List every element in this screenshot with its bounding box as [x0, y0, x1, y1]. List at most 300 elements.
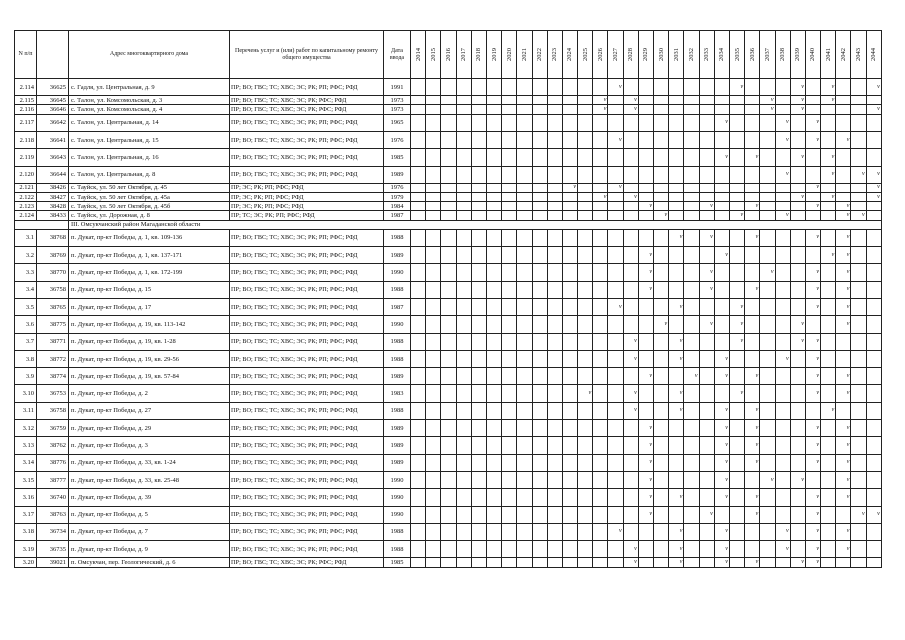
- header-year-2014: [411, 31, 426, 79]
- repair-mark: v: [638, 454, 653, 471]
- repair-mark: v: [805, 202, 820, 211]
- year-cell: [654, 114, 669, 131]
- repair-mark: v: [623, 333, 638, 350]
- header-year-2021: [517, 31, 532, 79]
- year-cell: [426, 114, 441, 131]
- repair-mark: v: [638, 202, 653, 211]
- year-cell: [411, 385, 426, 402]
- repair-mark: v: [638, 247, 653, 264]
- services-list: ПР; ВО; ГВС; ТС; ХВС; ЭС; РК; РП; РФС; РФД: [230, 316, 384, 333]
- repair-mark: v: [729, 316, 744, 333]
- year-cell: [471, 350, 486, 367]
- year-cell: [684, 114, 699, 131]
- year-cell: [790, 420, 805, 437]
- year-cell: [486, 471, 501, 488]
- commission-year: 1989: [384, 247, 411, 264]
- year-cell: [486, 506, 501, 523]
- year-cell: [486, 183, 501, 192]
- year-cell: [517, 202, 532, 211]
- building-address: п. Дукат, пр-кт Победы, д. 33, кв. 1-24: [69, 454, 230, 471]
- year-cell: [851, 79, 866, 96]
- year-cell: [547, 281, 562, 298]
- year-cell: [729, 506, 744, 523]
- repair-mark: v: [654, 211, 669, 220]
- year-cell: [411, 193, 426, 202]
- year-cell: [760, 229, 775, 246]
- header-code: [37, 31, 69, 79]
- year-cell: [426, 202, 441, 211]
- year-cell: [760, 166, 775, 183]
- year-cell: [547, 489, 562, 506]
- year-cell: [562, 247, 577, 264]
- year-cell: [411, 79, 426, 96]
- year-cell: [623, 506, 638, 523]
- year-cell: [547, 454, 562, 471]
- table-row: [15, 193, 882, 202]
- year-cell: [426, 420, 441, 437]
- year-cell: [517, 471, 532, 488]
- year-cell: [866, 114, 881, 131]
- year-cell: [851, 368, 866, 385]
- year-cell: [714, 105, 729, 114]
- year-cell: [699, 79, 714, 96]
- repair-mark: v: [836, 298, 851, 315]
- year-cell: [471, 211, 486, 220]
- year-cell: [821, 506, 836, 523]
- repair-mark: v: [669, 350, 684, 367]
- table-row: [15, 506, 882, 523]
- services-list: ПР; ВО; ГВС; ТС; ХВС; ЭС; РК; РП; РФС; РФД: [230, 281, 384, 298]
- year-cell: [684, 193, 699, 202]
- commission-year: 1984: [384, 202, 411, 211]
- services-list: ПР; ВО; ГВС; ТС; ХВС; ЭС; РК; РП; РФС; РФД: [230, 247, 384, 264]
- year-cell: [669, 193, 684, 202]
- repair-mark: v: [805, 264, 820, 281]
- year-cell: [562, 385, 577, 402]
- year-cell: [851, 229, 866, 246]
- year-label: 2035: [733, 48, 741, 61]
- year-cell: [608, 166, 623, 183]
- year-cell: [578, 96, 593, 105]
- year-cell: [775, 454, 790, 471]
- year-cell: [593, 454, 608, 471]
- services-list: ПР; ВО; ГВС; ТС; ХВС; ЭС; РК; РП; РФС; РФД: [230, 350, 384, 367]
- year-cell: [411, 350, 426, 367]
- year-cell: [866, 454, 881, 471]
- repair-mark: v: [714, 437, 729, 454]
- year-cell: [532, 149, 547, 166]
- repair-mark: v: [836, 437, 851, 454]
- year-cell: [532, 471, 547, 488]
- repair-mark: v: [821, 79, 836, 96]
- year-cell: [790, 489, 805, 506]
- year-cell: [486, 489, 501, 506]
- table-row: [15, 247, 882, 264]
- year-cell: [699, 333, 714, 350]
- year-cell: [471, 402, 486, 419]
- repair-mark: v: [669, 558, 684, 567]
- building-code: 38770: [37, 264, 69, 281]
- year-cell: [517, 166, 532, 183]
- year-cell: [851, 316, 866, 333]
- repair-mark: v: [760, 471, 775, 488]
- year-cell: [547, 193, 562, 202]
- repair-mark: v: [623, 105, 638, 114]
- year-cell: [517, 506, 532, 523]
- year-cell: [790, 183, 805, 192]
- year-cell: [699, 437, 714, 454]
- year-cell: [517, 131, 532, 148]
- year-cell: [714, 316, 729, 333]
- header-row: [15, 31, 882, 79]
- year-cell: [547, 523, 562, 540]
- year-cell: [866, 298, 881, 315]
- row-number: 2.118: [15, 131, 37, 148]
- year-cell: [486, 211, 501, 220]
- table-row: [15, 166, 882, 183]
- year-cell: [654, 471, 669, 488]
- year-cell: [760, 202, 775, 211]
- year-cell: [699, 149, 714, 166]
- year-cell: [851, 298, 866, 315]
- year-cell: [821, 264, 836, 281]
- building-address: п. Дукат, пр-кт Победы, д. 33, кв. 25-48: [69, 471, 230, 488]
- year-cell: [760, 506, 775, 523]
- year-cell: [608, 149, 623, 166]
- year-cell: [486, 281, 501, 298]
- year-cell: [532, 131, 547, 148]
- year-cell: [836, 402, 851, 419]
- building-address: п. Дукат, пр-кт Победы, д. 19, кв. 113-142: [69, 316, 230, 333]
- repair-mark: v: [836, 523, 851, 540]
- year-cell: [699, 247, 714, 264]
- building-address: с. Тауйск, ул. Дорожная, д. 8: [69, 211, 230, 220]
- year-cell: [836, 79, 851, 96]
- year-cell: [411, 454, 426, 471]
- row-number: 2.116: [15, 105, 37, 114]
- year-cell: [547, 211, 562, 220]
- year-cell: [471, 131, 486, 148]
- repair-mark: v: [654, 316, 669, 333]
- commission-year: 1988: [384, 523, 411, 540]
- year-cell: [532, 166, 547, 183]
- year-cell: [638, 183, 653, 192]
- year-cell: [775, 96, 790, 105]
- year-cell: [866, 247, 881, 264]
- year-cell: [471, 193, 486, 202]
- year-cell: [760, 298, 775, 315]
- year-cell: [775, 298, 790, 315]
- section-title: III. Омсукчанский район Магаданской области: [69, 220, 882, 229]
- year-cell: [471, 506, 486, 523]
- row-number: 2.122: [15, 193, 37, 202]
- year-cell: [441, 541, 456, 558]
- year-cell: [745, 350, 760, 367]
- year-cell: [790, 247, 805, 264]
- building-address: с. Талон, ул. Комсомольская, д. 4: [69, 105, 230, 114]
- year-cell: [547, 420, 562, 437]
- year-cell: [593, 402, 608, 419]
- repair-mark: v: [775, 131, 790, 148]
- year-cell: [654, 183, 669, 192]
- year-cell: [593, 183, 608, 192]
- table-row: [15, 489, 882, 506]
- repair-mark: v: [790, 333, 805, 350]
- year-cell: [654, 489, 669, 506]
- year-cell: [790, 437, 805, 454]
- year-cell: [851, 489, 866, 506]
- year-cell: [684, 183, 699, 192]
- year-cell: [426, 298, 441, 315]
- building-address: п. Дукат, пр-кт Победы, д. 19, кв. 29-56: [69, 350, 230, 367]
- services-list: ПР; ВО; ГВС; ТС; ХВС; ЭС; РК; РП; РФС; РФД: [230, 489, 384, 506]
- year-cell: [654, 298, 669, 315]
- year-cell: [866, 489, 881, 506]
- year-cell: [790, 385, 805, 402]
- year-cell: [745, 166, 760, 183]
- year-cell: [486, 247, 501, 264]
- year-cell: [714, 281, 729, 298]
- header-year-2018: [471, 31, 486, 79]
- year-cell: [608, 368, 623, 385]
- repair-mark: v: [790, 96, 805, 105]
- year-label: 2042: [839, 48, 847, 61]
- commission-year: 1989: [384, 166, 411, 183]
- year-cell: [623, 114, 638, 131]
- year-cell: [729, 471, 744, 488]
- repair-mark: v: [669, 298, 684, 315]
- repair-mark: v: [699, 229, 714, 246]
- year-cell: [866, 281, 881, 298]
- building-code: 38427: [37, 193, 69, 202]
- header-year-2035: [729, 31, 744, 79]
- repair-mark: v: [821, 402, 836, 419]
- row-number: 3.15: [15, 471, 37, 488]
- repair-mark: v: [775, 166, 790, 183]
- year-cell: [745, 333, 760, 350]
- year-cell: [547, 437, 562, 454]
- year-cell: [669, 420, 684, 437]
- year-cell: [547, 79, 562, 96]
- repair-mark: v: [790, 193, 805, 202]
- year-cell: [426, 193, 441, 202]
- year-cell: [441, 105, 456, 114]
- commission-year: 1987: [384, 211, 411, 220]
- year-cell: [426, 489, 441, 506]
- year-cell: [547, 402, 562, 419]
- repair-mark: v: [714, 454, 729, 471]
- year-cell: [608, 385, 623, 402]
- year-cell: [502, 523, 517, 540]
- services-list: ПР; ВО; ГВС; ТС; ХВС; ЭС; РК; РП; РФС; РФД: [230, 437, 384, 454]
- year-cell: [836, 506, 851, 523]
- repair-mark: v: [790, 79, 805, 96]
- year-cell: [517, 368, 532, 385]
- building-address: п. Омсукчан, пер. Геологический, д. 6: [69, 558, 230, 567]
- year-cell: [532, 281, 547, 298]
- year-cell: [821, 131, 836, 148]
- building-address: с. Гадля, ул. Центральная, д. 9: [69, 79, 230, 96]
- year-cell: [608, 202, 623, 211]
- row-number: 2.121: [15, 183, 37, 192]
- year-cell: [562, 558, 577, 567]
- header-year-2015: [426, 31, 441, 79]
- year-label: 2024: [566, 48, 574, 61]
- year-cell: [654, 454, 669, 471]
- repair-mark: v: [669, 229, 684, 246]
- building-code: 38772: [37, 350, 69, 367]
- year-label: 2030: [657, 48, 665, 61]
- services-list: ПР; ВО; ГВС; ТС; ХВС; ЭС; РК; РП; РФС; РФД: [230, 420, 384, 437]
- repair-mark: v: [805, 350, 820, 367]
- year-cell: [441, 281, 456, 298]
- repair-mark: v: [638, 368, 653, 385]
- table-row: [15, 105, 882, 114]
- year-cell: [654, 333, 669, 350]
- repair-mark: v: [623, 96, 638, 105]
- year-cell: [654, 166, 669, 183]
- year-cell: [714, 211, 729, 220]
- row-number: 3.18: [15, 523, 37, 540]
- year-cell: [654, 420, 669, 437]
- header-year-2024: [562, 31, 577, 79]
- year-cell: [426, 471, 441, 488]
- year-cell: [441, 489, 456, 506]
- year-cell: [502, 149, 517, 166]
- year-cell: [729, 454, 744, 471]
- year-cell: [866, 368, 881, 385]
- header-year-2042: [836, 31, 851, 79]
- year-cell: [760, 193, 775, 202]
- year-cell: [562, 420, 577, 437]
- year-cell: [821, 333, 836, 350]
- year-cell: [441, 437, 456, 454]
- year-cell: [821, 558, 836, 567]
- year-cell: [790, 229, 805, 246]
- repair-mark: v: [729, 211, 744, 220]
- year-cell: [805, 211, 820, 220]
- year-cell: [714, 79, 729, 96]
- year-cell: [760, 437, 775, 454]
- year-cell: [775, 471, 790, 488]
- year-cell: [486, 385, 501, 402]
- year-cell: [745, 264, 760, 281]
- year-cell: [411, 298, 426, 315]
- header-year-2041: [821, 31, 836, 79]
- repair-mark: v: [805, 114, 820, 131]
- year-cell: [714, 202, 729, 211]
- building-address: п. Дукат, пр-кт Победы, д. 7: [69, 523, 230, 540]
- year-cell: [745, 316, 760, 333]
- building-code: 38762: [37, 437, 69, 454]
- year-cell: [608, 229, 623, 246]
- year-cell: [699, 541, 714, 558]
- year-cell: [426, 523, 441, 540]
- table-row: [15, 471, 882, 488]
- year-cell: [486, 105, 501, 114]
- year-cell: [562, 402, 577, 419]
- year-cell: [775, 202, 790, 211]
- year-cell: [760, 420, 775, 437]
- year-cell: [729, 149, 744, 166]
- year-cell: [562, 202, 577, 211]
- row-number: 3.8: [15, 350, 37, 367]
- year-cell: [441, 333, 456, 350]
- building-address: с. Тауйск, ул. 50 лет Октября, д. 45: [69, 183, 230, 192]
- year-cell: [517, 558, 532, 567]
- year-cell: [608, 316, 623, 333]
- building-address: с. Тауйск, ул. 50 лет Октября, д. 45а: [69, 193, 230, 202]
- building-code: 38769: [37, 247, 69, 264]
- year-cell: [805, 105, 820, 114]
- year-cell: [486, 454, 501, 471]
- year-label: 2028: [627, 48, 635, 61]
- year-cell: [547, 149, 562, 166]
- year-cell: [517, 96, 532, 105]
- year-cell: [608, 437, 623, 454]
- year-cell: [562, 149, 577, 166]
- repair-mark: v: [866, 183, 881, 192]
- year-cell: [593, 506, 608, 523]
- year-cell: [684, 202, 699, 211]
- year-cell: [411, 437, 426, 454]
- year-cell: [486, 368, 501, 385]
- services-list: ПР; ВО; ГВС; ТС; ХВС; ЭС; РК; РП; РФС; РФД: [230, 264, 384, 281]
- year-cell: [426, 183, 441, 192]
- header-year-2030: [654, 31, 669, 79]
- repair-mark: v: [836, 264, 851, 281]
- repair-mark: v: [866, 193, 881, 202]
- year-cell: [669, 281, 684, 298]
- repair-mark: v: [608, 523, 623, 540]
- year-cell: [745, 385, 760, 402]
- year-cell: [760, 558, 775, 567]
- repair-mark: v: [836, 316, 851, 333]
- year-cell: [502, 333, 517, 350]
- year-cell: [441, 202, 456, 211]
- year-cell: [486, 166, 501, 183]
- repair-mark: v: [714, 247, 729, 264]
- year-cell: [729, 541, 744, 558]
- year-cell: [638, 149, 653, 166]
- year-cell: [486, 96, 501, 105]
- year-cell: [441, 454, 456, 471]
- repair-mark: v: [821, 149, 836, 166]
- services-list: ПР; ВО; ГВС; ТС; ХВС; ЭС; РК; РФС; РФД: [230, 105, 384, 114]
- building-address: п. Дукат, пр-кт Победы, д. 29: [69, 420, 230, 437]
- year-cell: [502, 298, 517, 315]
- services-list: ПР; ВО; ГВС; ТС; ХВС; ЭС; РК; РП; РФС; РФД: [230, 506, 384, 523]
- table-row: [15, 211, 882, 220]
- repair-mark: v: [836, 211, 851, 220]
- year-cell: [547, 350, 562, 367]
- year-cell: [411, 558, 426, 567]
- year-cell: [866, 333, 881, 350]
- year-cell: [547, 131, 562, 148]
- year-cell: [638, 105, 653, 114]
- year-cell: [745, 541, 760, 558]
- year-cell: [790, 114, 805, 131]
- year-label: 2016: [444, 48, 452, 61]
- year-cell: [441, 193, 456, 202]
- year-label: 2022: [536, 48, 544, 61]
- year-cell: [486, 149, 501, 166]
- year-cell: [502, 420, 517, 437]
- year-cell: [821, 229, 836, 246]
- year-cell: [866, 541, 881, 558]
- year-cell: [608, 264, 623, 281]
- year-cell: [578, 149, 593, 166]
